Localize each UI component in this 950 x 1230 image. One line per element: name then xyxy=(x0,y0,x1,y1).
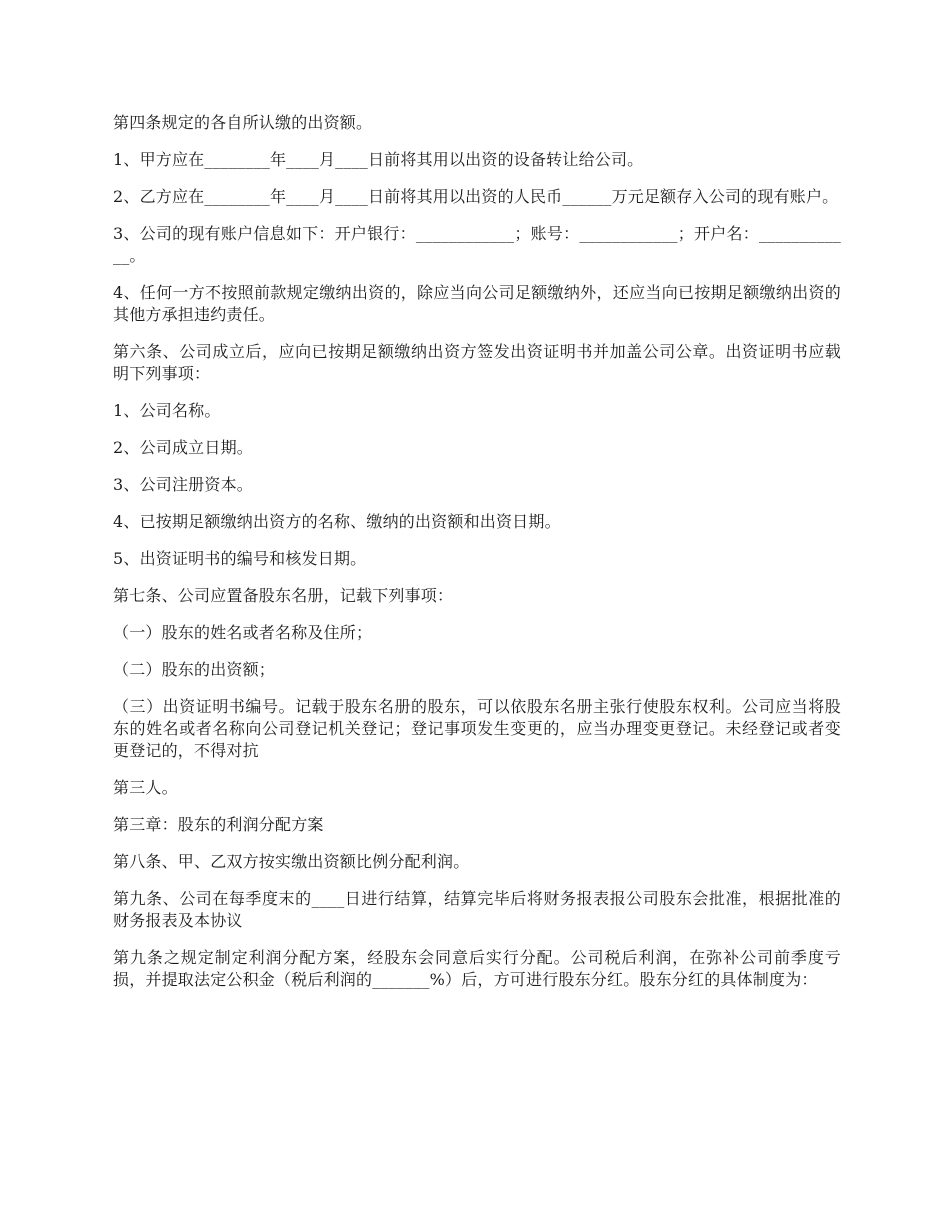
paragraph-article-9: 第九条、公司在每季度末的____日进行结算，结算完毕后将财务报表报公司股东会批准，根据批准的财务报表及本协议 xyxy=(113,889,841,930)
paragraph-third-party: 第三人。 xyxy=(113,778,178,797)
paragraph-item-founding-date: 2、公司成立日期。 xyxy=(113,438,253,457)
document-page xyxy=(113,112,841,1006)
paragraph-party-b-deadline: 2、乙方应在________年____月____日前将其用以出资的人民币______万元足额存入公司的现有账户。 xyxy=(113,187,839,206)
paragraph-article-6: 第六条、公司成立后，应向已按期足额缴纳出资方签发出资证明书并加盖公司公章。出资证明书应载明下列事项： xyxy=(113,342,841,383)
paragraph-register-item-1: （一）股东的姓名或者名称及住所； xyxy=(113,623,373,642)
paragraph-register-item-3: （三）出资证明书编号。记载于股东名册的股东，可以依股东名册主张行使股东权利。公司应当将股东的姓名或者名称向公司登记机关登记；登记事项发生变更的，应当办理变更登记。未经登记或者变更登记的，不得对抗 xyxy=(113,697,841,760)
paragraph-item-company-name: 1、公司名称。 xyxy=(113,401,221,420)
paragraph-item-contributor-info: 4、已按期足额缴纳出资方的名称、缴纳的出资额和出资日期。 xyxy=(113,512,561,531)
paragraph-item-registered-capital: 3、公司注册资本。 xyxy=(113,475,253,494)
paragraph-register-item-2: （二）股东的出资额； xyxy=(113,660,276,679)
paragraph-article-9-continued: 第九条之规定制定利润分配方案，经股东会同意后实行分配。公司税后利润，在弥补公司前季度亏损，并提取法定公积金（税后利润的_______%）后，方可进行股东分红。股东分红的具体制度为： xyxy=(113,948,841,989)
paragraph-party-a-deadline: 1、甲方应在________年____月____日前将其用以出资的设备转让给公司。 xyxy=(113,150,644,169)
paragraph-item-certificate-number: 5、出资证明书的编号和核发日期。 xyxy=(113,549,367,568)
chapter-3-heading: 第三章：股东的利润分配方案 xyxy=(113,815,324,834)
paragraph-article-7: 第七条、公司应置备股东名册，记载下列事项： xyxy=(113,586,454,605)
paragraph-breach-liability: 4、任何一方不按照前款规定缴纳出资的，除应当向公司足额缴纳外，还应当向已按期足额缴纳出资的其他方承担违约责任。 xyxy=(113,283,841,324)
paragraph-article-4-reference: 第四条规定的各自所认缴的出资额。 xyxy=(113,113,373,132)
paragraph-account-info: 3、公司的现有账户信息如下：开户银行：____________；账号：____________；开户名：____________。 xyxy=(113,224,841,265)
paragraph-article-8: 第八条、甲、乙双方按实缴出资额比例分配利润。 xyxy=(113,852,470,871)
